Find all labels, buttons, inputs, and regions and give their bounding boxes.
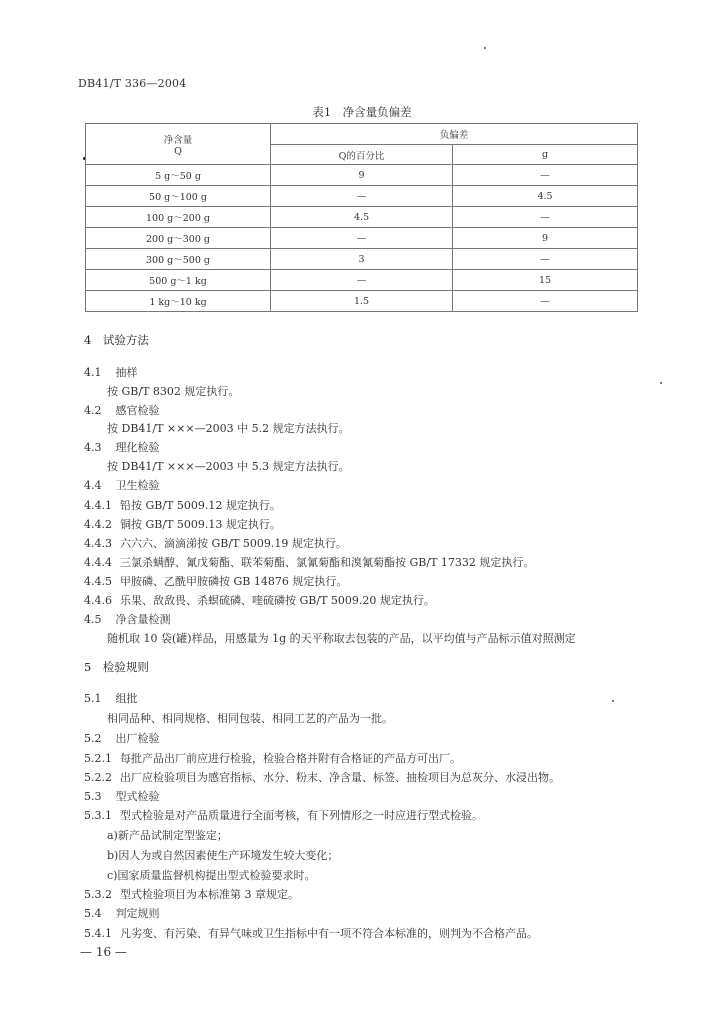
table-header-neg: 负偏差 bbox=[271, 124, 638, 145]
clause-5-3-2: 5.3.2 型式检验项目为本标准第 3 章规定。 bbox=[84, 888, 299, 901]
clause-5-2-2: 5.2.2 出厂应检验项目为感官指标、水分、粉末、净含量、标签、抽检项目为总灰分、水浸出物。 bbox=[84, 771, 560, 784]
clause-4-2-text: 按 DB41/T ×××—2003 中 5.2 规定方法执行。 bbox=[107, 422, 350, 435]
clause-4-4-4: 4.4.4 三氯杀螨醇、氰戊菊酯、联苯菊酯、氯氰菊酯和溴氰菊酯按 GB/T 17332 规定执行。 bbox=[84, 556, 535, 569]
section-4-title: 4 试验方法 bbox=[84, 333, 149, 347]
clause-4-1-heading: 4.1 抽样 bbox=[84, 366, 138, 379]
net-content-table bbox=[85, 123, 638, 312]
table-row: 5 g～50 g 9 — bbox=[86, 165, 638, 186]
list-item: a)新产品试制定型鉴定； bbox=[107, 829, 228, 842]
clause-4-3-text: 按 DB41/T ×××—2003 中 5.3 规定方法执行。 bbox=[107, 460, 350, 473]
clause-4-5-text: 随机取 10 袋(罐)样品，用感量为 1g 的天平称取去包装的产品，以平均值与产品标示值对照测定 bbox=[107, 632, 576, 645]
clause-5-1-heading: 5.1 组批 bbox=[84, 692, 138, 705]
clause-4-4-heading: 4.4 卫生检验 bbox=[84, 479, 160, 492]
clause-4-3-heading: 4.3 理化检验 bbox=[84, 441, 160, 454]
clause-5-2-1: 5.2.1 每批产品出厂前应进行检验，检验合格并附有合格证的产品方可出厂。 bbox=[84, 752, 461, 765]
clause-4-4-6: 4.4.6 乐果、敌敌畏、杀螟硫磷、喹硫磷按 GB/T 5009.20 规定执行。 bbox=[84, 594, 435, 607]
clause-4-4-2: 4.4.2 铜按 GB/T 5009.13 规定执行。 bbox=[84, 518, 281, 531]
scan-speck bbox=[484, 47, 486, 49]
clause-5-3-heading: 5.3 型式检验 bbox=[84, 790, 160, 803]
clause-4-4-5: 4.4.5 甲胺磷、乙酰甲胺磷按 GB 14876 规定执行。 bbox=[84, 575, 348, 588]
clause-4-4-1: 4.4.1 铅按 GB/T 5009.12 规定执行。 bbox=[84, 499, 281, 512]
table-row: 500 g～1 kg — 15 bbox=[86, 270, 638, 291]
clause-5-2-heading: 5.2 出厂检验 bbox=[84, 732, 160, 745]
clause-4-5-heading: 4.5 净含量检测 bbox=[84, 613, 171, 626]
clause-5-4-heading: 5.4 判定规则 bbox=[84, 907, 160, 920]
clause-5-1-text: 相同品种、相同规格、相同包装、相同工艺的产品为一批。 bbox=[107, 712, 393, 725]
list-item: c)国家质量监督机构提出型式检验要求时。 bbox=[107, 869, 316, 882]
table-header-g: g bbox=[453, 145, 638, 165]
table-row: 50 g～100 g — 4.5 bbox=[86, 186, 638, 207]
table-row: 100 g～200 g 4.5 — bbox=[86, 207, 638, 228]
clause-4-2-heading: 4.2 感官检验 bbox=[84, 404, 160, 417]
clause-5-3-1: 5.3.1 型式检验是对产品质量进行全面考核，有下列情形之一时应进行型式检验。 bbox=[84, 809, 483, 822]
clause-5-4-1: 5.4.1 凡劣变、有污染、有异气味或卫生指标中有一项不符合本标准的，则判为不合格产品。 bbox=[84, 927, 538, 940]
table-header-pct: Q的百分比 bbox=[271, 145, 453, 165]
document-code: DB41/T 336—2004 bbox=[78, 77, 187, 90]
table-header-net: 净含量 Q bbox=[86, 124, 271, 165]
clause-4-1-text: 按 GB/T 8302 规定执行。 bbox=[107, 385, 240, 398]
table-row: 1 kg～10 kg 1.5 — bbox=[86, 291, 638, 312]
section-5-title: 5 检验规则 bbox=[84, 660, 149, 674]
table-row: 300 g～500 g 3 — bbox=[86, 249, 638, 270]
scan-speck bbox=[660, 382, 662, 384]
table-row: 200 g～300 g — 9 bbox=[86, 228, 638, 249]
list-item: b)因人为或自然因素使生产环境发生较大变化； bbox=[107, 849, 339, 862]
scan-speck bbox=[612, 700, 614, 702]
clause-4-4-3: 4.4.3 六六六、滴滴涕按 GB/T 5009.19 规定执行。 bbox=[84, 537, 347, 550]
page-number: — 16 — bbox=[80, 945, 127, 959]
table-caption: 表1 净含量负偏差 bbox=[312, 105, 412, 119]
